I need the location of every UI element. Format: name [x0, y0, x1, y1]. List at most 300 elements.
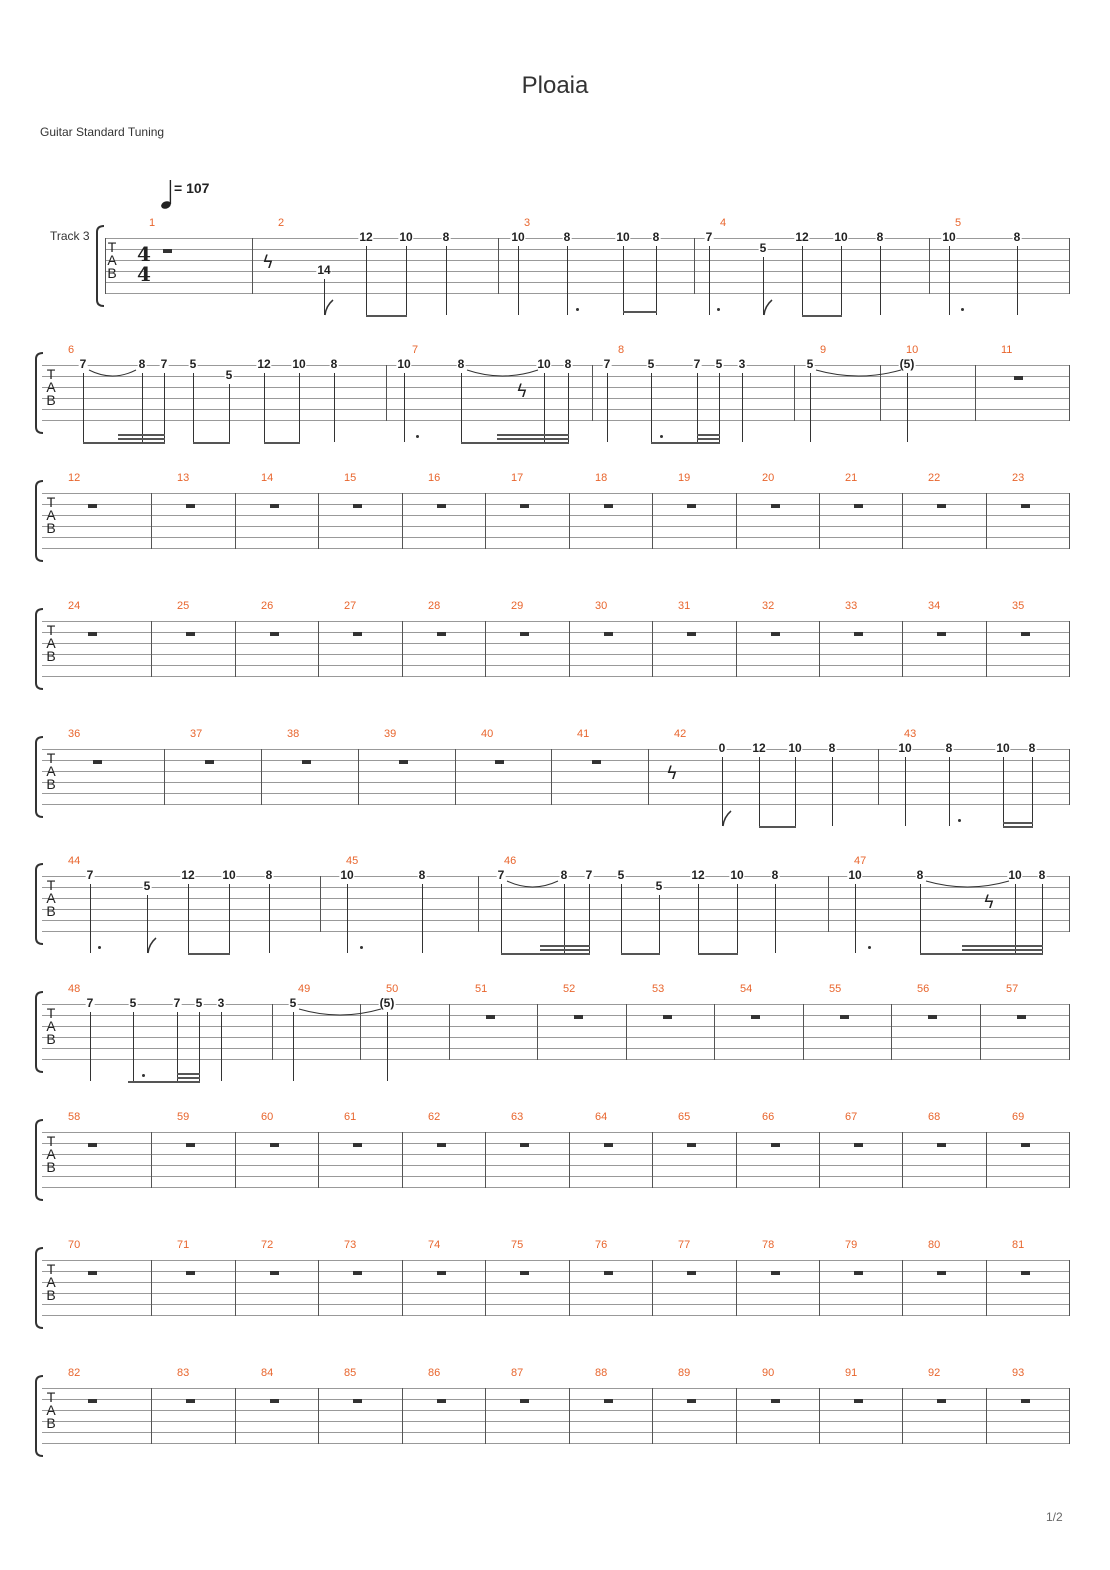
whole-rest: [937, 1271, 946, 1275]
track-label: Track 3: [50, 229, 90, 243]
fret-number: 5: [715, 357, 723, 371]
measure-number: 9: [820, 344, 827, 356]
whole-rest: [270, 1143, 279, 1147]
staff-line: [105, 249, 1069, 250]
measure-number: 18: [595, 472, 608, 484]
fret-number: 7: [603, 357, 611, 371]
note-stem: [855, 884, 856, 953]
measure-number: 45: [346, 855, 359, 867]
fret-number: 14: [317, 263, 331, 277]
fret-number: 0: [718, 741, 726, 755]
fret-number: 5: [289, 996, 297, 1010]
staff-line: [42, 676, 1069, 677]
whole-rest: [1021, 504, 1030, 508]
staff-line: [42, 909, 1069, 910]
whole-rest: [663, 1015, 672, 1019]
tab-letter-b: B: [46, 903, 56, 919]
measure-number: 73: [344, 1239, 357, 1251]
fret-number: 10: [292, 357, 306, 371]
note-stem: [199, 1012, 200, 1081]
measure-number: 21: [845, 472, 858, 484]
staff-bracket: [33, 607, 45, 691]
fret-number: 7: [173, 996, 181, 1010]
measure-number: 27: [344, 600, 357, 612]
tab-letter-a: A: [46, 1274, 56, 1290]
fret-number: 8: [1028, 741, 1036, 755]
barline: [626, 1004, 627, 1060]
staff-line: [42, 548, 1069, 549]
fret-number: 8: [652, 230, 660, 244]
whole-rest: [186, 504, 195, 508]
note-stem: [293, 1012, 294, 1081]
time-signature-top: 4: [137, 242, 151, 266]
whole-rest: [520, 1399, 529, 1403]
staff-line: [42, 537, 1069, 538]
tab-letter-a: A: [46, 379, 56, 395]
barline: [652, 1260, 653, 1316]
note-stem: [90, 1012, 91, 1081]
note-stem: [802, 246, 803, 315]
note-stem: [742, 373, 743, 442]
staff-line: [42, 1048, 1069, 1049]
fret-number: 12: [257, 357, 271, 371]
barline: [1069, 1132, 1070, 1188]
fret-number: 5: [655, 879, 663, 893]
staff-line: [42, 1410, 1069, 1411]
measure-number: 29: [511, 600, 524, 612]
fret-number: 7: [497, 868, 505, 882]
measure-number: 82: [68, 1367, 81, 1379]
fret-number: 5: [189, 357, 197, 371]
note-stem: [299, 373, 300, 442]
fret-number: 8: [418, 868, 426, 882]
staff-line: [42, 920, 1069, 921]
augmentation-dot: [142, 1074, 145, 1077]
staff-line: [42, 1154, 1069, 1155]
staff-line: [42, 1143, 1069, 1144]
staff-line: [42, 387, 1069, 388]
fret-number: 7: [86, 868, 94, 882]
barline: [235, 1260, 236, 1316]
barline: [986, 1132, 987, 1188]
measure-number: 24: [68, 600, 81, 612]
tab-letter-b: B: [46, 1031, 56, 1047]
fret-number: 3: [217, 996, 225, 1010]
whole-rest: [1014, 376, 1023, 380]
barline: [235, 1132, 236, 1188]
measure-number: 88: [595, 1367, 608, 1379]
barline: [485, 621, 486, 677]
note-stem: [188, 884, 189, 953]
barline: [261, 749, 262, 805]
measure-number: 44: [68, 855, 81, 867]
note-stem: [656, 246, 657, 315]
note-stem: [334, 373, 335, 442]
barline: [151, 1388, 152, 1444]
measure-number: 5: [955, 217, 962, 229]
note-stem: [422, 884, 423, 953]
fret-number: 5: [225, 368, 233, 382]
whole-rest: [353, 504, 362, 508]
whole-rest: [1021, 1399, 1030, 1403]
measure-number: 53: [652, 983, 665, 995]
barline: [736, 621, 737, 677]
note-beam: [697, 434, 720, 436]
fret-number: 12: [181, 868, 195, 882]
fret-number: 10: [834, 230, 848, 244]
note-stem: [589, 884, 590, 953]
note-stem: [709, 246, 710, 315]
staff-line: [42, 1187, 1069, 1188]
measure-number: 25: [177, 600, 190, 612]
whole-rest: [353, 632, 362, 636]
tab-letter-b: B: [46, 520, 56, 536]
barline: [819, 621, 820, 677]
measure-number: 39: [384, 728, 397, 740]
staff-line: [42, 1026, 1069, 1027]
note-stem: [366, 246, 367, 315]
measure-number: 71: [177, 1239, 190, 1251]
staff-line: [42, 782, 1069, 783]
measure-number: 42: [674, 728, 687, 740]
staff-line: [42, 1304, 1069, 1305]
barline: [402, 493, 403, 549]
whole-rest: [687, 632, 696, 636]
note-stem: [907, 373, 908, 442]
staff-line: [105, 282, 1069, 283]
barline: [736, 493, 737, 549]
staff-line: [42, 632, 1069, 633]
staff-line: [42, 771, 1069, 772]
whole-rest: [353, 1271, 362, 1275]
note-stem: [795, 757, 796, 826]
note-stem: [920, 884, 921, 953]
tempo-value: = 107: [174, 180, 210, 196]
staff-line: [42, 504, 1069, 505]
fret-number: 8: [1013, 230, 1021, 244]
measure-number: 7: [412, 344, 419, 356]
measure-number: 68: [928, 1111, 941, 1123]
whole-rest: [771, 504, 780, 508]
measure-number: 43: [904, 728, 917, 740]
measure-number: 61: [344, 1111, 357, 1123]
measure-number: 75: [511, 1239, 524, 1251]
measure-number: 48: [68, 983, 81, 995]
note-beam: [1003, 826, 1033, 828]
barline: [455, 749, 456, 805]
whole-rest: [854, 632, 863, 636]
barline: [929, 238, 930, 294]
staff-line: [42, 1282, 1069, 1283]
barline: [105, 238, 106, 294]
measure-number: 10: [906, 344, 919, 356]
staff-line: [42, 1432, 1069, 1433]
barline: [652, 1388, 653, 1444]
note-stem: [461, 373, 462, 442]
fret-number: (5): [899, 357, 915, 371]
note-stem: [518, 246, 519, 315]
fret-number: 10: [942, 230, 956, 244]
staff-line: [105, 293, 1069, 294]
staff-line: [42, 493, 1069, 494]
fret-number: 10: [996, 741, 1010, 755]
note-stem: [659, 895, 660, 953]
whole-rest: [1017, 1015, 1026, 1019]
barline: [235, 1388, 236, 1444]
staff-line: [42, 1260, 1069, 1261]
note-stem: [193, 373, 194, 442]
note-beam: [497, 438, 569, 440]
measure-number: 50: [386, 983, 399, 995]
measure-number: 80: [928, 1239, 941, 1251]
whole-rest: [687, 1143, 696, 1147]
fret-number: 10: [222, 868, 236, 882]
barline: [569, 493, 570, 549]
barline: [878, 749, 879, 805]
fret-number: 10: [616, 230, 630, 244]
note-stem: [568, 373, 569, 442]
fret-number: 5: [617, 868, 625, 882]
tab-letter-t: T: [46, 750, 56, 766]
fret-number: 8: [771, 868, 779, 882]
whole-rest: [937, 1399, 946, 1403]
note-beam: [83, 442, 165, 444]
measure-number: 54: [740, 983, 753, 995]
whole-rest: [437, 1271, 446, 1275]
barline: [402, 621, 403, 677]
tab-letter-a: A: [46, 507, 56, 523]
barline: [318, 1260, 319, 1316]
barline: [803, 1004, 804, 1060]
measure-number: 8: [618, 344, 625, 356]
barline: [648, 749, 649, 805]
whole-rest: [486, 1015, 495, 1019]
tie-arc: [293, 1007, 387, 1019]
measure-number: 46: [504, 855, 517, 867]
note-beam: [540, 945, 590, 947]
barline: [485, 1132, 486, 1188]
fret-number: 8: [138, 357, 146, 371]
barline: [252, 238, 253, 294]
barline: [986, 493, 987, 549]
measure-number: 69: [1012, 1111, 1025, 1123]
barline: [569, 1388, 570, 1444]
measure-number: 76: [595, 1239, 608, 1251]
whole-rest: [437, 504, 446, 508]
tab-letter-t: T: [46, 1005, 56, 1021]
note-beam: [177, 1077, 200, 1079]
staff-line: [105, 238, 1069, 239]
staff-bracket: [33, 735, 45, 819]
measure-number: 79: [845, 1239, 858, 1251]
tab-letter-t: T: [46, 366, 56, 382]
barline: [402, 1260, 403, 1316]
staff-line: [42, 643, 1069, 644]
fret-number: 7: [705, 230, 713, 244]
staff-line: [42, 1315, 1069, 1316]
note-stem: [142, 373, 143, 442]
barline: [151, 493, 152, 549]
fret-number: 10: [730, 868, 744, 882]
measure-number: 12: [68, 472, 81, 484]
staff-line: [42, 1399, 1069, 1400]
measure-number: 13: [177, 472, 190, 484]
augmentation-dot: [868, 946, 871, 949]
barline: [736, 1388, 737, 1444]
whole-rest: [751, 1015, 760, 1019]
measure-number: 70: [68, 1239, 81, 1251]
staff-bracket: [33, 1246, 45, 1330]
fret-number: 10: [788, 741, 802, 755]
rest-icon: ϟ: [666, 763, 678, 784]
whole-rest: [437, 1143, 446, 1147]
tab-letter-a: A: [46, 1018, 56, 1034]
whole-rest: [937, 504, 946, 508]
whole-rest: [1021, 1271, 1030, 1275]
measure-number: 51: [475, 983, 488, 995]
barline: [272, 1004, 273, 1060]
whole-rest: [437, 632, 446, 636]
tuning-label: Guitar Standard Tuning: [40, 125, 165, 139]
staff-line: [42, 1443, 1069, 1444]
note-stem: [607, 373, 608, 442]
staff-line: [42, 1132, 1069, 1133]
whole-rest: [937, 1143, 946, 1147]
measure-number: 67: [845, 1111, 858, 1123]
barline: [498, 238, 499, 294]
note-beam: [366, 315, 407, 317]
whole-rest: [520, 632, 529, 636]
note-beam: [193, 442, 230, 444]
whole-rest: [771, 1143, 780, 1147]
note-stem: [880, 246, 881, 315]
note-stem: [387, 1012, 388, 1081]
note-stem: [832, 757, 833, 826]
note-beam: [540, 949, 590, 951]
fret-number: 3: [738, 357, 746, 371]
fret-number: 10: [848, 868, 862, 882]
barline: [151, 1260, 152, 1316]
fret-number: 12: [795, 230, 809, 244]
whole-rest: [771, 1399, 780, 1403]
barline: [318, 1132, 319, 1188]
whole-rest: [186, 1143, 195, 1147]
barline: [449, 1004, 450, 1060]
whole-rest: [771, 1271, 780, 1275]
staff-line: [42, 898, 1069, 899]
staff-bracket: [33, 990, 45, 1074]
time-signature-bottom: 4: [137, 262, 151, 286]
barline: [151, 621, 152, 677]
barline: [1069, 621, 1070, 677]
barline: [151, 1132, 152, 1188]
whole-rest: [270, 632, 279, 636]
note-stem: [501, 884, 502, 953]
barline: [980, 1004, 981, 1060]
staff-line: [42, 654, 1069, 655]
whole-rest: [520, 1143, 529, 1147]
note-beam: [264, 442, 300, 444]
whole-rest: [604, 504, 613, 508]
whole-rest: [1021, 1143, 1030, 1147]
tab-letter-b: B: [46, 1159, 56, 1175]
measure-number: 26: [261, 600, 274, 612]
barline: [318, 493, 319, 549]
fret-number: 7: [79, 357, 87, 371]
whole-rest: [604, 1271, 613, 1275]
note-stem: [164, 373, 165, 442]
whole-rest: [93, 760, 102, 764]
augmentation-dot: [961, 308, 964, 311]
tab-letter-t: T: [46, 494, 56, 510]
measure-number: 52: [563, 983, 576, 995]
fret-number: 5: [143, 879, 151, 893]
note-beam: [651, 442, 720, 444]
measure-number: 84: [261, 1367, 274, 1379]
fret-number: 8: [1038, 868, 1046, 882]
staff-line: [42, 1015, 1069, 1016]
staff-line: [42, 409, 1069, 410]
fret-number: 10: [340, 868, 354, 882]
whole-rest: [88, 1399, 97, 1403]
measure-number: 23: [1012, 472, 1025, 484]
note-flag: [763, 296, 775, 316]
note-stem: [83, 373, 84, 442]
rest-icon: ϟ: [516, 381, 528, 402]
note-stem: [404, 373, 405, 442]
note-beam: [118, 434, 165, 436]
barline: [592, 365, 593, 421]
note-stem: [905, 757, 906, 826]
measure-number: 92: [928, 1367, 941, 1379]
note-stem: [759, 757, 760, 826]
barline: [485, 1388, 486, 1444]
whole-rest: [574, 1015, 583, 1019]
barline: [736, 1260, 737, 1316]
note-stem: [719, 373, 720, 442]
whole-rest: [604, 1143, 613, 1147]
staff-line: [42, 420, 1069, 421]
measure-number: 72: [261, 1239, 274, 1251]
whole-rest: [205, 760, 214, 764]
tab-letter-t: T: [107, 239, 117, 255]
staff-line: [42, 398, 1069, 399]
note-beam: [188, 953, 230, 955]
staff-line: [42, 760, 1069, 761]
barline: [828, 876, 829, 932]
staff-line: [42, 526, 1069, 527]
staff-line: [105, 260, 1069, 261]
note-stem: [949, 246, 950, 315]
tab-letter-b: B: [46, 1287, 56, 1303]
measure-number: 14: [261, 472, 274, 484]
augmentation-dot: [660, 435, 663, 438]
whole-rest: [687, 1399, 696, 1403]
barline: [736, 1132, 737, 1188]
fret-number: 7: [160, 357, 168, 371]
staff-line: [42, 376, 1069, 377]
whole-rest: [88, 632, 97, 636]
note-stem: [406, 246, 407, 315]
whole-rest: [353, 1143, 362, 1147]
note-stem: [1003, 757, 1004, 826]
note-stem: [737, 884, 738, 953]
fret-number: 8: [560, 868, 568, 882]
staff-line: [42, 804, 1069, 805]
staff-line: [42, 1059, 1069, 1060]
measure-number: 58: [68, 1111, 81, 1123]
measure-number: 37: [190, 728, 203, 740]
